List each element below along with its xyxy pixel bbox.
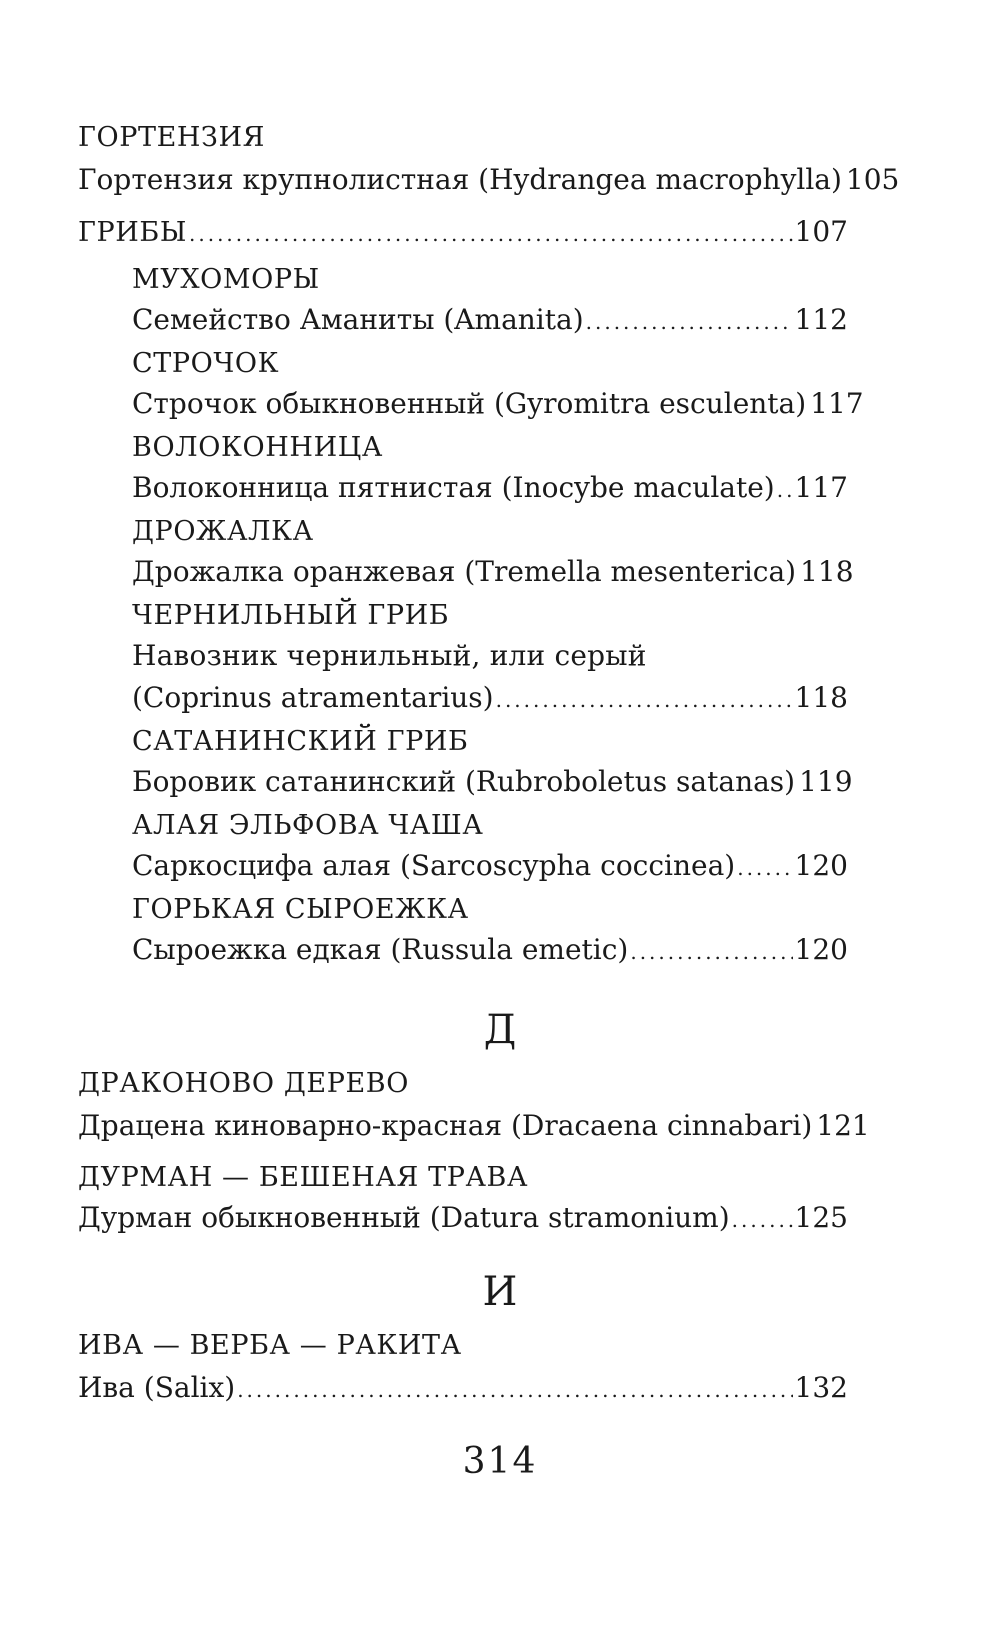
entry-title: Драцена киноварно-красная (Dracaena cinnabari) (78, 1109, 813, 1142)
toc-entry (132, 848, 848, 886)
section-heading: ГОРТЕНЗИЯ (78, 122, 266, 153)
entry-page: 117 (810, 387, 864, 420)
entry-title-line: Навозник чернильный, или серый (132, 639, 647, 672)
letter-divider: И (482, 1269, 518, 1315)
entry-page: 132 (794, 1371, 848, 1404)
toc-entry (132, 932, 848, 970)
entry-page: 119 (799, 765, 853, 798)
toc-entry (78, 1200, 848, 1238)
subsection-heading: ДРОЖАЛКА (132, 516, 314, 547)
dot-leader (737, 850, 792, 886)
page-number: 314 (462, 1441, 538, 1482)
dot-leader (732, 1202, 793, 1238)
entry-title: (Coprinus atramentarius) (132, 681, 494, 714)
entry-title: Дурман обыкновенный (Datura stramonium) (78, 1201, 730, 1234)
entry-title: Боровик сатанинский (Rubroboletus satanas) (132, 765, 796, 798)
entry-page: 125 (794, 1201, 848, 1234)
toc-entry (78, 1108, 870, 1146)
section-heading: ИВА — ВЕРБА — РАКИТА (78, 1330, 462, 1361)
entry-title: Саркосцифа алая (Sarcoscypha coccinea) (132, 849, 736, 882)
subsection-heading: МУХОМОРЫ (132, 264, 320, 295)
dot-leader (777, 472, 793, 508)
entry-page: 121 (816, 1109, 870, 1142)
section-heading: ДРАКОНОВО ДЕРЕВО (78, 1068, 409, 1099)
entry-page: 118 (800, 555, 854, 588)
subsection-heading: САТАНИНСКИЙ ГРИБ (132, 726, 469, 757)
subsection-heading: ЧЕРНИЛЬНЫЙ ГРИБ (132, 600, 450, 631)
toc-entry (132, 302, 848, 340)
entry-title: Строчок обыкновенный (Gyromitra esculenta) (132, 387, 807, 420)
entry-title: Сыроежка едкая (Russula emetic) (132, 933, 629, 966)
entry-title: Семейство Аманиты (Amanita) (132, 303, 584, 336)
entry-title: Ива (Salix) (78, 1371, 236, 1404)
toc-entry (132, 386, 864, 424)
entry-title: Волоконница пятнистая (Inocybe maculate) (132, 471, 775, 504)
entry-page: 112 (794, 303, 848, 336)
entry-page: 120 (794, 933, 848, 966)
entry-title: Дрожалка оранжевая (Tremella mesenterica) (132, 555, 797, 588)
entry-page: 117 (794, 471, 848, 504)
entry-page: 107 (794, 215, 848, 248)
dot-leader (586, 304, 793, 340)
dot-leader (189, 216, 793, 252)
entry-title: ГРИБЫ (78, 217, 187, 248)
toc-entry (132, 554, 854, 592)
toc-entry (78, 1370, 848, 1408)
toc-entry (78, 214, 848, 252)
dot-leader (496, 682, 793, 718)
entry-page: 118 (794, 681, 848, 714)
toc-entry (132, 764, 853, 802)
section-heading: ДУРМАН — БЕШЕНАЯ ТРАВА (78, 1162, 528, 1193)
dot-leader (630, 934, 792, 970)
entry-page: 120 (794, 849, 848, 882)
subsection-heading: ВОЛОКОННИЦА (132, 432, 383, 463)
letter-divider: Д (483, 1007, 517, 1053)
entry-title: Гортензия крупнолистная (Hydrangea macrophylla) (78, 163, 842, 196)
toc-entry (78, 162, 900, 200)
toc-entry (132, 680, 848, 718)
subsection-heading: ГОРЬКАЯ СЫРОЕЖКА (132, 894, 469, 925)
toc-entry (132, 470, 848, 508)
subsection-heading: СТРОЧОК (132, 348, 280, 379)
subsection-heading: АЛАЯ ЭЛЬФОВА ЧАША (132, 810, 484, 841)
entry-page: 105 (845, 163, 900, 196)
dot-leader (237, 1372, 792, 1408)
